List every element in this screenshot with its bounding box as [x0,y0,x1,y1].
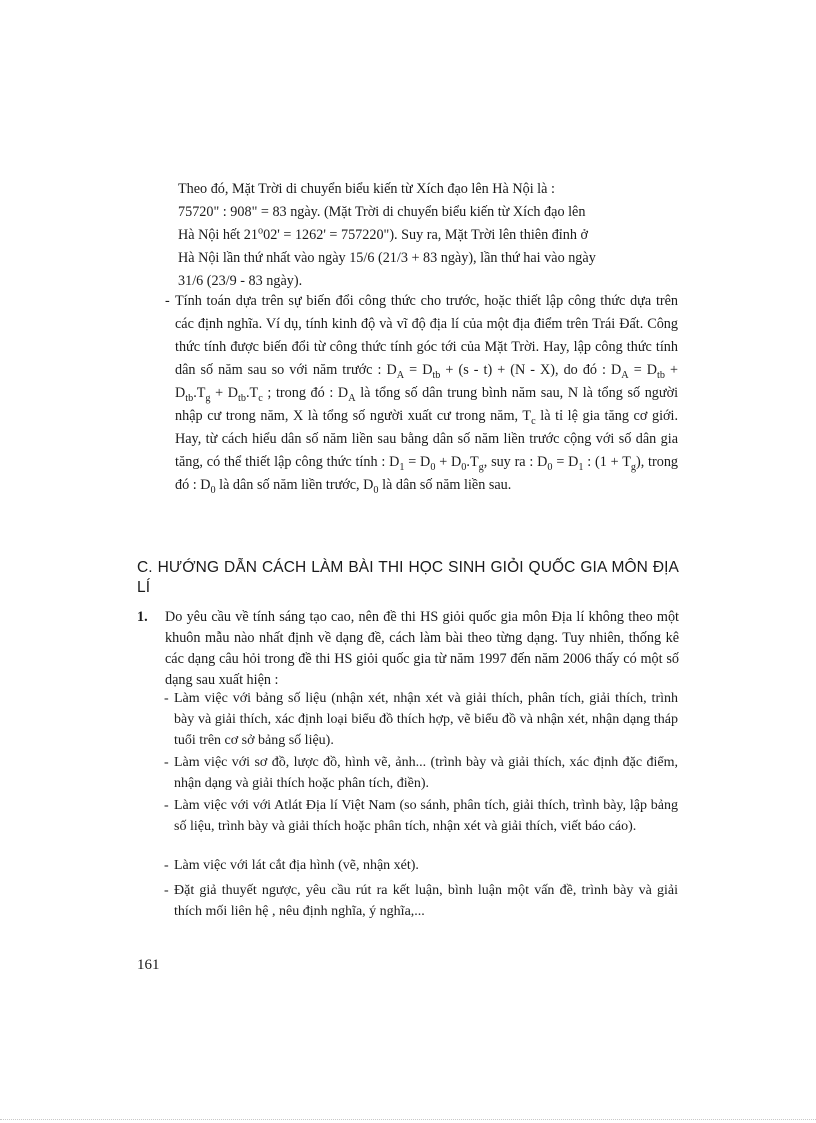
formula-text-7: là dân số năm liền trước, D [215,477,374,493]
formula-text-3: là tổng số dân trung bình năm sau, N là tổng số người nhập cư trong năm, X là tổng số người xuất cư trong năm, T [175,385,679,424]
subscript: A [396,369,405,381]
bullet-dash: - [164,858,169,873]
bullet-dash: - [164,883,169,898]
subscript: 0 [373,484,379,496]
formula-eq: : (1 + T [583,454,631,470]
subscript: A [621,369,629,381]
subscript: 0 [210,484,216,496]
subscript: tb [238,392,246,404]
formula-eq: = D [404,362,433,378]
subscript: g [478,461,484,473]
subscript: c [258,392,263,404]
sub-bullet [164,688,678,751]
formula-text-8: là dân số năm liền sau. [378,477,512,493]
formula-text-2: ; trong đó : D [262,385,349,401]
formula-text-1: Tính toán dựa trên sự biến đổi công thức cho trước, hoặc thiết lập công thức dựa trên các định nghĩa. Ví dụ, tính kinh độ và vĩ độ địa lí của một địa điểm trên Trái Đất. Công thức tính được biến đổi từ công thức tính góc tới của Mặt Trời. Hay, lập công thức tính dân số năm sau so với năm trước : D [175,293,678,378]
page-number: 161 [137,957,160,973]
bullet-dash: - [164,691,169,706]
subscript: c [531,415,536,427]
subscript: tb [185,392,194,404]
sub-bullet-text: Làm việc với sơ đồ, lược đồ, hình vẽ, ảnh... (trình bày và giải thích, xác định đặc điểm, nhận dạng và giải thích hoặc phân tích, điền). [174,755,678,791]
intro-line-5: 31/6 (23/9 - 83 ngày). [178,273,303,289]
intro-line-4: Hà Nội lần thứ nhất vào ngày 15/6 (21/3 + 83 ngày), lần thứ hai vào ngày [178,250,596,266]
formula-text-5: , suy ra : D [483,454,548,470]
degree-superscript: o [258,225,264,237]
formula-eq: .T [246,385,259,401]
sub-bullet-text: Làm việc với với Atlát Địa lí Việt Nam (so sánh, phân tích, giải thích, trình bày, lập bảng số liệu, trình bày và giải thích hoặc phân tích, nhận xét và giải thích, viết báo cáo). [174,798,678,834]
subscript: 0 [461,461,467,473]
sub-bullet [164,880,678,922]
sub-bullet-text: Đặt giả thuyết ngược, yêu cầu rút ra kết luận, bình luận một vấn đề, trình bày và giải thích mối liên hệ , nêu định nghĩa, ý nghĩa,... [174,883,678,919]
sub-bullet-text: Làm việc với bảng số liệu (nhận xét, nhận xét và giải thích, phân tích, giải thích, trình bày và giải thích, xác định loại biểu đồ thích hợp, vẽ biểu đồ và nhận xét, nhận dạng tháp tuổi trên cơ sở bảng số liệu). [174,691,678,748]
item-number: 1. [137,609,148,625]
formula-eq: = D [404,454,431,470]
formula-text-4: là tỉ lệ gia tăng cơ giới. Hay, từ cách hiểu dân số năm liền sau bằng dân số năm liền trước cộng với số dân gia tăng, có thể thiết lập công thức tính : D [175,408,679,470]
numbered-item-1 [137,607,679,691]
intro-paragraph [178,178,678,293]
intro-line-3a: Hà Nội hết 21 [178,227,258,243]
sub-bullet [164,752,678,794]
bullet-dash: - [164,798,169,813]
subscript: g [630,461,636,473]
page-edge-divider [0,1119,816,1120]
intro-line-2: 75720" : 908" = 83 ngày. (Mặt Trời di chuyển biểu kiến từ Xích đạo lên [178,204,586,220]
formula-eq: + (s - t) + (N - X), do đó : D [440,362,622,378]
subscript: tb [432,369,441,381]
subscript: 1 [578,461,584,473]
subscript: 0 [430,461,436,473]
subscript: g [205,392,211,404]
bullet-dash: - [165,293,170,309]
intro-line-3b: 02' = 1262' = 757220"). Suy ra, Mặt Trời lên thiên đỉnh ở [263,227,588,243]
formula-eq: = D [552,454,579,470]
formula-eq: + D [210,385,239,401]
bullet-dash: - [164,755,169,770]
item-text: Do yêu cầu về tính sáng tạo cao, nên đề thi HS giỏi quốc gia môn Địa lí không theo một khuôn mẫu nào nhất định về dạng đề, cách làm bài theo từng dạng. Tuy nhiên, thống kê các dạng câu hỏi trong đề thi HS giỏi quốc gia từ năm 1997 đến năm 2006 thấy có một số dạng sau xuất hiện : [165,609,679,688]
formula-text-6: ), trong đó : D [175,454,679,493]
formula-eq: .T [466,454,479,470]
subscript: 0 [547,461,553,473]
sub-bullet-text: Làm việc với lát cắt địa hình (vẽ, nhận xét). [174,858,419,873]
subscript: tb [657,369,665,381]
formula-bullet [165,290,679,497]
subscript: A [348,392,356,404]
sub-bullet [164,855,678,876]
section-heading: C. HƯỚNG DẪN CÁCH LÀM BÀI THI HỌC SINH GIỎI QUỐC GIA MÔN ĐỊA LÍ [137,559,679,596]
formula-eq: + D [175,362,678,401]
formula-eq: = D [628,362,657,378]
subscript: 1 [399,461,405,473]
intro-line-1: Theo đó, Mặt Trời di chuyển biểu kiến từ Xích đạo lên Hà Nội là : [178,181,555,197]
formula-eq: + D [435,454,462,470]
formula-eq: .T [193,385,206,401]
sub-bullet [164,795,678,837]
